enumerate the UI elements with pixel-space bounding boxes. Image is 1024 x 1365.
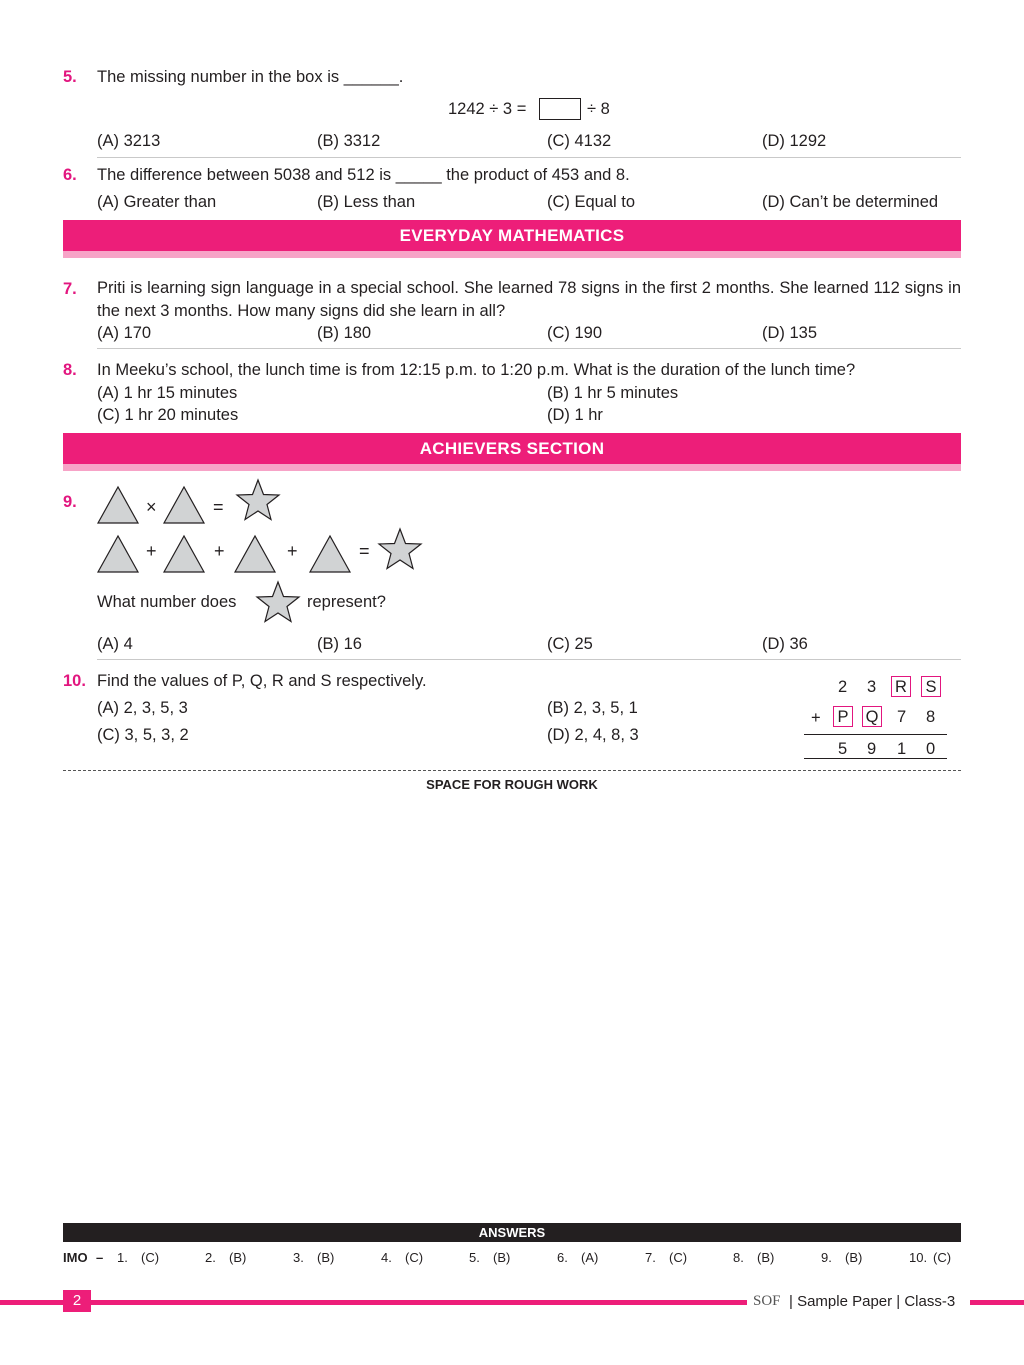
question-text: What number does [97, 593, 237, 611]
footer-line [970, 1300, 1024, 1305]
answer-number: 5. [469, 1250, 480, 1265]
triangle-icon [235, 536, 275, 572]
answers-header: ANSWERS [63, 1223, 961, 1242]
triangle-icon [98, 487, 138, 523]
option-c[interactable]: (C) 3, 5, 3, 2 [97, 726, 189, 744]
option-a[interactable]: (A) 4 [97, 635, 133, 653]
divider [97, 348, 961, 349]
answer-choice: (C) [405, 1250, 424, 1265]
question-text: Find the values of P, Q, R and S respectively. [97, 672, 427, 690]
addition-row-2: P Q 7 8 [833, 706, 945, 728]
sum-underline [804, 758, 947, 759]
option-c[interactable]: (C) 4132 [547, 132, 612, 150]
option-b[interactable]: (B) 16 [317, 635, 362, 653]
plus-sign: + [214, 541, 225, 561]
answer-choice: (B) [845, 1250, 863, 1265]
question-number: 7. [63, 280, 77, 298]
triangle-icon [164, 536, 204, 572]
answer-number: 7. [645, 1250, 656, 1265]
question-text: In Meeku’s school, the lunch time is from 12:15 p.m. to 1:20 p.m. What is the duration of the lunch time? [97, 361, 856, 379]
answer-number: 6. [557, 1250, 568, 1265]
option-d[interactable]: (D) 135 [762, 324, 818, 342]
option-d[interactable]: (D) 1292 [762, 132, 827, 150]
question-number: 6. [63, 166, 77, 184]
option-c[interactable]: (C) 25 [547, 635, 593, 653]
answer-number: 9. [821, 1250, 832, 1265]
option-c[interactable]: (C) Equal to [547, 193, 636, 211]
option-d[interactable]: (D) 36 [762, 635, 808, 653]
option-a[interactable]: (A) 3213 [97, 132, 161, 150]
answer-choice: (C) [933, 1250, 952, 1265]
star-icon [257, 582, 299, 622]
equals-sign: = [359, 541, 370, 561]
addition-row-1: 2 3 R S [833, 676, 945, 698]
option-b[interactable]: (B) 2, 3, 5, 1 [547, 699, 638, 717]
answer-number: 2. [205, 1250, 216, 1265]
digit-box-r: R [891, 676, 911, 697]
answer-choice: (B) [229, 1250, 247, 1265]
option-d[interactable]: (D) Can’t be determined [762, 193, 939, 211]
star-icon [237, 480, 279, 520]
option-d[interactable]: (D) 2, 4, 8, 3 [547, 726, 639, 744]
plus-sign: + [287, 541, 298, 561]
question-text: Priti is learning sign language in a special school. She learned 78 signs in the first 2 months. She learned 112 signs in the next 3 months. How many signs did she learn in all? [97, 279, 961, 320]
footer-text: | Sample Paper | Class-3 [789, 1293, 956, 1310]
option-b[interactable]: (B) 3312 [317, 132, 381, 150]
option-a[interactable]: (A) Greater than [97, 193, 217, 211]
digit-box-p: P [833, 706, 853, 727]
answer-number: 3. [293, 1250, 304, 1265]
answer-choice: (C) [141, 1250, 160, 1265]
sof-logo: SOF [753, 1293, 781, 1309]
answer-number: 4. [381, 1250, 392, 1265]
answer-choice: (C) [669, 1250, 688, 1265]
sum-line [804, 734, 947, 735]
equation-left: 1242 ÷ 3 = [448, 100, 527, 118]
triangle-icon [98, 536, 138, 572]
answer-number: 8. [733, 1250, 744, 1265]
option-a[interactable]: (A) 1 hr 15 minutes [97, 384, 238, 402]
option-d[interactable]: (D) 1 hr [547, 406, 603, 424]
answers-dash: – [96, 1250, 104, 1265]
option-a[interactable]: (A) 170 [97, 324, 152, 342]
dashed-divider [63, 770, 961, 771]
answer-choice: (B) [493, 1250, 511, 1265]
option-b[interactable]: (B) Less than [317, 193, 416, 211]
star-icon [379, 529, 421, 569]
digit-box-q: Q [862, 706, 882, 727]
times-sign: × [146, 497, 157, 517]
answer-number: 10. [909, 1250, 928, 1265]
question-text: represent? [307, 593, 386, 611]
answer-choice: (B) [317, 1250, 335, 1265]
equation-right: ÷ 8 [587, 100, 610, 118]
divider [97, 659, 961, 660]
question-number: 9. [63, 493, 77, 511]
option-b[interactable]: (B) 1 hr 5 minutes [547, 384, 679, 402]
missing-number-box [539, 98, 581, 120]
question-number: 5. [63, 68, 77, 86]
rough-work-label: SPACE FOR ROUGH WORK [426, 777, 598, 792]
footer-line [91, 1300, 747, 1305]
footer-line [0, 1300, 63, 1305]
section-header-everyday [63, 220, 961, 258]
plus-sign: + [811, 709, 821, 727]
question-number: 10. [63, 672, 86, 690]
divider [97, 157, 961, 158]
answer-number: 1. [117, 1250, 128, 1265]
addition-result: 5 9 1 0 [838, 740, 936, 758]
section-header-achievers [63, 433, 961, 471]
answer-choice: (A) [581, 1250, 599, 1265]
question-number: 8. [63, 361, 77, 379]
section-title: EVERYDAY MATHEMATICS [399, 226, 625, 245]
option-b[interactable]: (B) 180 [317, 324, 372, 342]
option-a[interactable]: (A) 2, 3, 5, 3 [97, 699, 188, 717]
question-text: The missing number in the box is ______. [97, 68, 404, 86]
triangle-icon [164, 487, 204, 523]
answers-label: IMO [63, 1250, 88, 1265]
triangle-icon [310, 536, 350, 572]
equals-sign: = [213, 497, 224, 517]
page-number: 2 [63, 1290, 91, 1312]
option-c[interactable]: (C) 190 [547, 324, 603, 342]
plus-sign: + [146, 541, 157, 561]
question-text: The difference between 5038 and 512 is _____ the product of 453 and 8. [97, 166, 630, 184]
section-title: ACHIEVERS SECTION [419, 439, 605, 458]
answer-choice: (B) [757, 1250, 775, 1265]
option-c[interactable]: (C) 1 hr 20 minutes [97, 406, 239, 424]
digit-box-s: S [921, 676, 941, 697]
